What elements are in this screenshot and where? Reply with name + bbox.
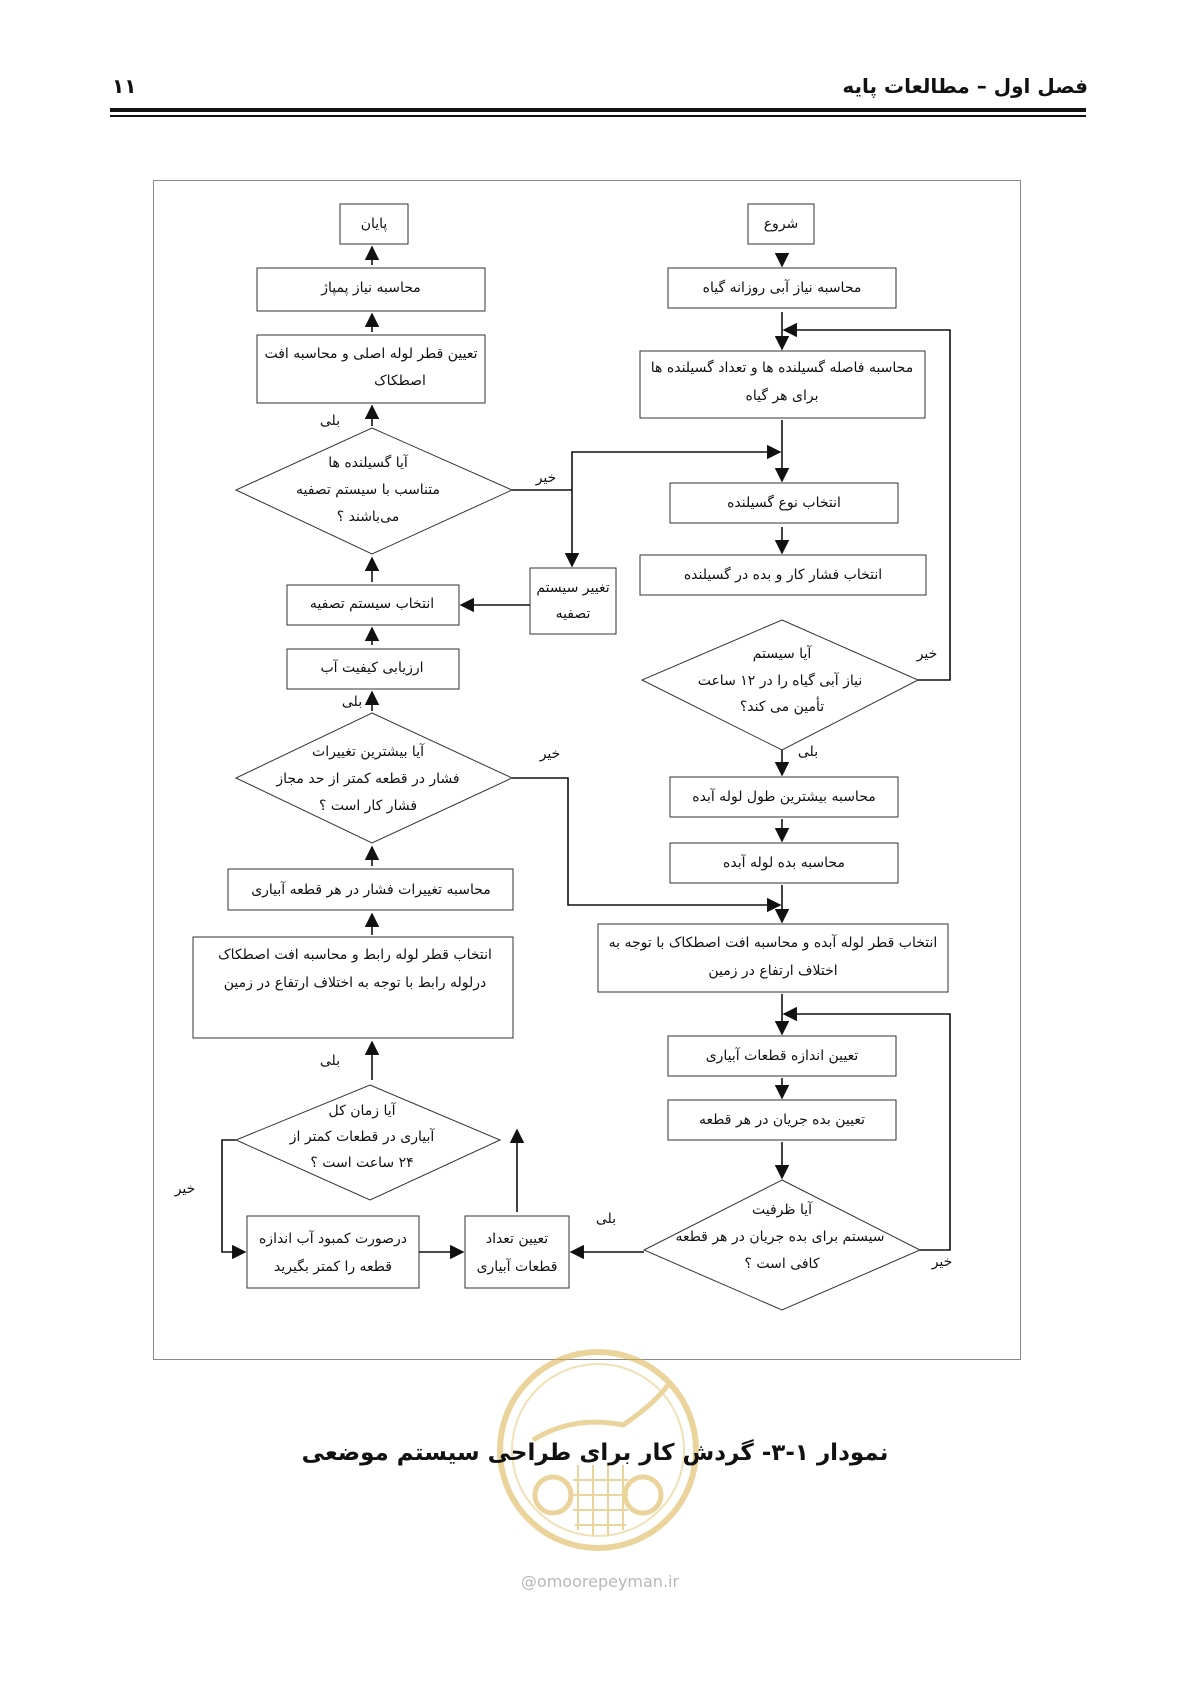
lateral-diameter-label-2: اختلاف ارتفاع در زمین xyxy=(708,963,838,979)
emitter-type-label: انتخاب نوع گسیلنده xyxy=(727,495,841,511)
no-label-12h: خیر xyxy=(916,646,938,662)
yes-label-capacity: بلی xyxy=(595,1211,617,1227)
decision-12h-label-2: نیاز آبی گیاه را در ۱۲ ساعت xyxy=(697,673,863,689)
decision-12h-label-1: آیا سیستم xyxy=(752,646,812,662)
decision-pressure-label-3: فشار کار است ؟ xyxy=(318,798,418,814)
chapter-title: فصل اول – مطالعات پایه xyxy=(842,74,1088,98)
decision-capacity-label-1: آیا ظرفیت xyxy=(751,1202,813,1218)
no-label-emitters: خیر xyxy=(535,470,557,486)
water-shortage-box xyxy=(247,1216,419,1288)
decision-pressure-label-2: فشار در قطعه کمتر از حد مجاز xyxy=(276,771,460,787)
no-label-capacity: خیر xyxy=(931,1254,953,1270)
water-shortage-label-1: درصورت کمبود آب اندازه xyxy=(258,1231,408,1247)
filtration-select-label: انتخاب سیستم تصفیه xyxy=(309,596,435,612)
decision-emitters-label-1: آیا گسیلنده ها xyxy=(328,455,408,471)
water-shortage-label-2: قطعه را کمتر بگیرید xyxy=(274,1259,392,1275)
num-blocks-box xyxy=(465,1216,569,1288)
main-diameter-label-1: تعیین قطر لوله اصلی و محاسبه افت xyxy=(264,346,478,362)
emitter-spacing-label-1: محاسبه فاصله گسیلنده ها و تعداد گسیلنده ها xyxy=(650,360,914,376)
no-label-pressure: خیر xyxy=(539,746,561,762)
lateral-length-label: محاسبه بیشترین طول لوله آبده xyxy=(692,789,876,805)
pump-need-label: محاسبه نیاز پمپاژ xyxy=(321,280,421,296)
pressure-flow-label: انتخاب فشار کار و بده در گسیلنده xyxy=(683,567,883,583)
decision-capacity-label-3: کافی است ؟ xyxy=(744,1256,820,1272)
yes-label-emitters: بلی xyxy=(319,413,341,429)
decision-24h-label-3: ۲۴ ساعت است ؟ xyxy=(310,1155,414,1171)
end-label: پایان xyxy=(360,216,388,232)
decision-24h-label-2: آبیاری در قطعات کمتر از xyxy=(289,1129,435,1145)
yes-label-pressure: بلی xyxy=(341,694,363,710)
yes-label-12h: بلی xyxy=(797,744,819,760)
lateral-flow-label: محاسبه بده لوله آبده xyxy=(723,855,845,871)
filtration-change-label-2: تصفیه xyxy=(555,606,591,622)
figure-caption: نمودار ۱-۳- گردش کار برای طراحی سیستم موضعی xyxy=(301,1440,889,1466)
lateral-diameter-label-1: انتخاب قطر لوله آبده و محاسبه افت اصطکاک با توجه به xyxy=(608,935,938,951)
daily-need-label: محاسبه نیاز آبی روزانه گیاه xyxy=(702,280,862,296)
watermark-url: @omoorepeyman.ir xyxy=(520,1572,680,1591)
water-quality-label: ارزیابی کیفیت آب xyxy=(320,660,424,676)
decision-12h-label-3: تأمین می کند؟ xyxy=(739,699,825,715)
pressure-variation-label: محاسبه تغییرات فشار در هر قطعه آبیاری xyxy=(251,882,491,898)
emitter-spacing-label-2: برای هر گیاه xyxy=(745,388,819,404)
block-size-label: تعیین اندازه قطعات آبیاری xyxy=(705,1048,859,1064)
decision-emitters-label-2: متناسب با سیستم تصفیه xyxy=(295,482,441,498)
manifold-diameter-label-1: انتخاب قطر لوله رابط و محاسبه افت اصطکاک xyxy=(218,947,492,963)
no-label-24h: خیر xyxy=(174,1181,196,1197)
decision-capacity-label-2: سیستم برای بده جریان در هر قطعه xyxy=(675,1229,885,1245)
page-number: ۱۱ xyxy=(112,74,137,98)
decision-capacity-diamond xyxy=(644,1180,920,1310)
start-label: شروع xyxy=(763,216,799,232)
yes-label-24h: بلی xyxy=(319,1053,341,1069)
filtration-change-box xyxy=(530,568,616,634)
decision-pressure-label-1: آیا بیشترین تغییرات xyxy=(312,744,424,760)
manifold-diameter-label-2: درلوله رابط با توجه به اختلاف ارتفاع در زمین xyxy=(223,975,487,991)
block-flow-label: تعیین بده جریان در هر قطعه xyxy=(699,1112,865,1128)
main-diameter-label-2: اصطکاک xyxy=(374,373,426,389)
num-blocks-label-1: تعیین تعداد xyxy=(485,1231,549,1247)
decision-24h-label-1: آیا زمان کل xyxy=(328,1103,396,1119)
filtration-change-label-1: تغییر سیستم xyxy=(536,580,610,596)
decision-emitters-label-3: می‌باشند ؟ xyxy=(336,509,400,525)
num-blocks-label-2: قطعات آبیاری xyxy=(476,1259,558,1275)
